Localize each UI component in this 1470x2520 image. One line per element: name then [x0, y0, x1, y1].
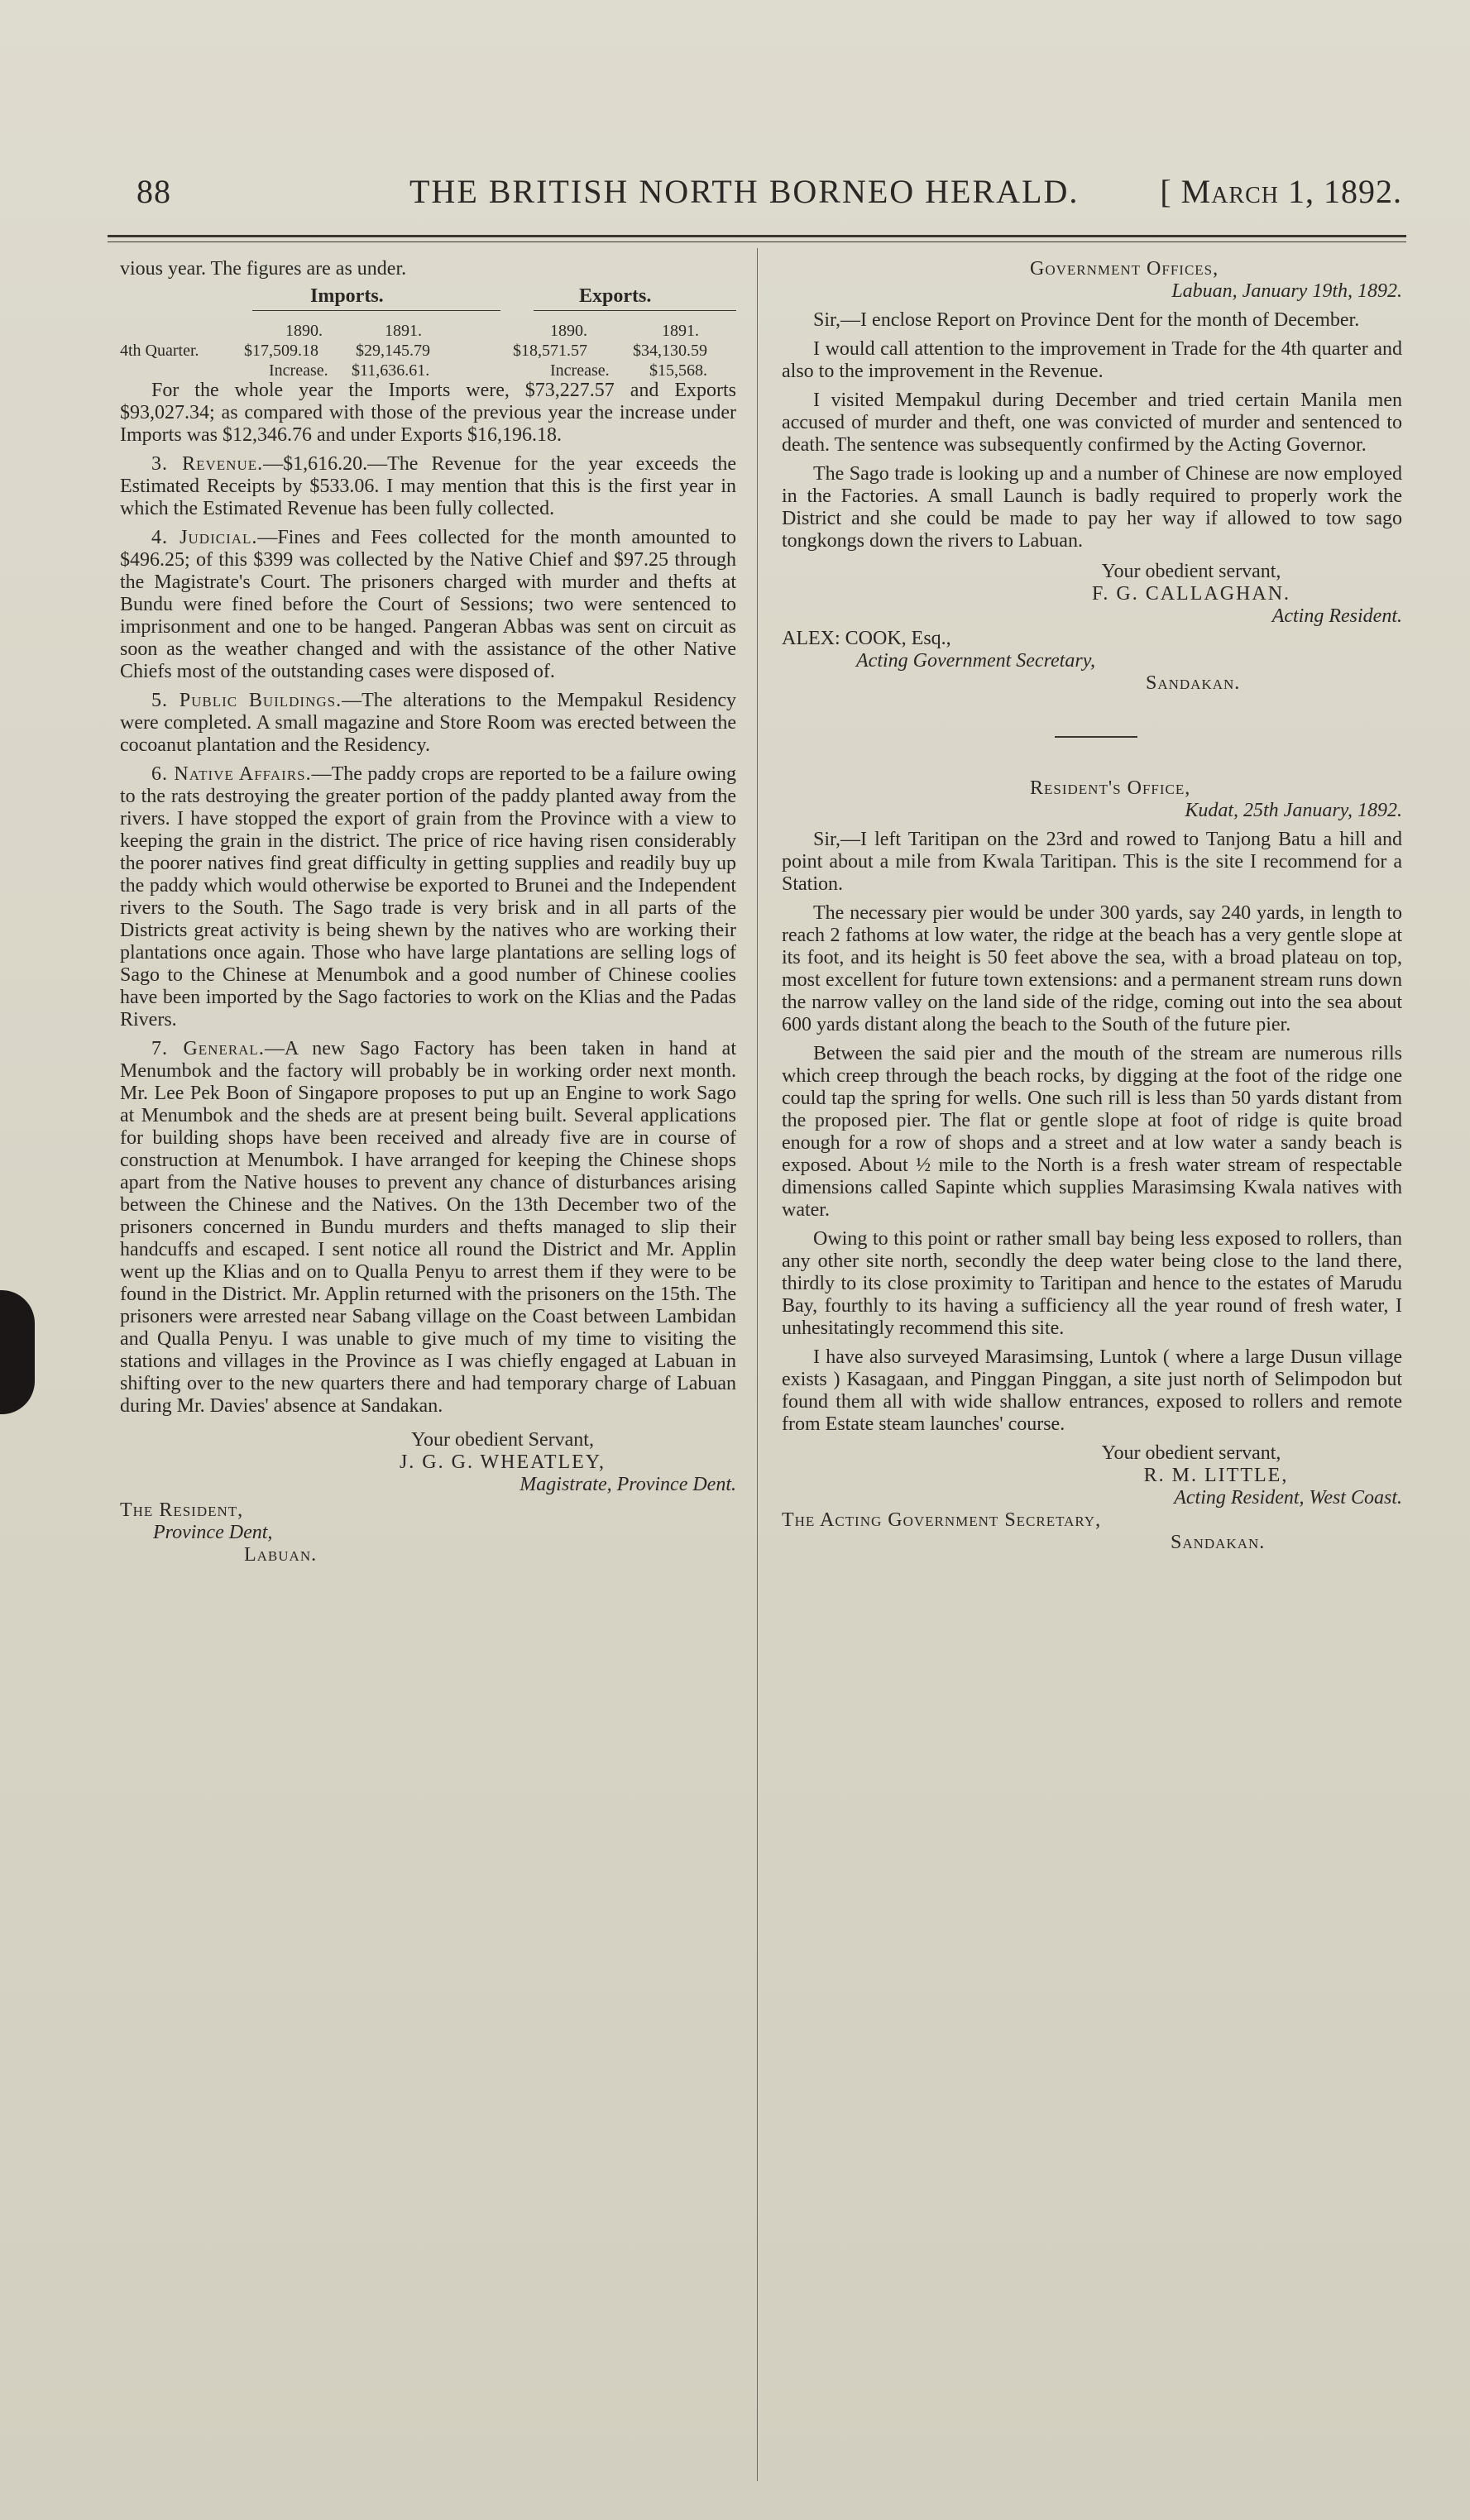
letter-office: Resident's Office,: [1030, 777, 1191, 799]
signer-name: R. M. LITTLE,: [1143, 1465, 1289, 1486]
exports-brace: [534, 310, 736, 319]
issue-date: [ March 1, 1892.: [1160, 173, 1402, 210]
letter-office: Government Offices,: [1030, 258, 1219, 280]
imports-header: Imports.: [310, 285, 384, 307]
year-cell: 1891.: [385, 322, 422, 340]
signer-title: Acting Resident.: [1271, 605, 1402, 627]
value-cell: $17,509.18: [244, 342, 318, 360]
addressee-line: Labuan.: [244, 1544, 318, 1566]
header-rule-thin: [108, 241, 1406, 242]
letter-paragraph: I have also surveyed Marasimsing, Luntok ( where a large Dusun village exists ) Kasagaan, and Pinggan Pinggan, a site just north of Selimpodon but found them all with wide shallow entrances, exposed to rollers and remote from Estate steam launches' course.: [782, 1346, 1402, 1435]
paragraph-revenue: 3. Revenue.—$1,616.20.—The Revenue for the year exceeds the Estimated Receipts by $533.06. I may mention that this is the first year in which the Estimated Revenue has been fully collected.: [120, 453, 736, 519]
letter-paragraph: Sir,—I enclose Report on Province Dent for the month of December.: [813, 309, 1360, 331]
column-divider: [757, 248, 758, 2481]
closing-salutation: Your obedient Servant,: [411, 1429, 594, 1451]
addressee-line: ALEX: COOK, Esq.,: [782, 628, 951, 649]
letter-place-date: Labuan, January 19th, 1892.: [1171, 280, 1402, 302]
signer-title: Acting Resident, West Coast.: [1174, 1487, 1402, 1509]
addressee-line: The Resident,: [120, 1499, 244, 1521]
paragraph-public-buildings: 5. Public Buildings.—The alterations to the Mempakul Residency were completed. A small magazine and Store Room was erected between the cocoanut plantation and the Residency.: [120, 690, 737, 756]
value-cell: $18,571.57: [513, 342, 587, 360]
signer-name: F. G. CALLAGHAN.: [1091, 583, 1291, 605]
page-number: 88: [136, 173, 171, 210]
year-cell: 1890.: [285, 322, 323, 340]
trade-table: [120, 285, 736, 380]
newspaper-title: THE BRITISH NORTH BORNEO HERALD.: [409, 173, 1080, 210]
letter-paragraph: Owing to this point or rather small bay being less exposed to rollers, than any other site north, secondly the deep water being close to the land there, thirdly to its close proximity to Taritipan and hence to the estates of Marudu Bay, fourthly to its having a sufficiency all the year round of fresh water, I unhesitatingly recommend this site.: [782, 1228, 1402, 1339]
value-cell: $29,145.79: [356, 342, 430, 360]
left-column: [120, 258, 736, 1566]
exports-header: Exports.: [579, 285, 652, 307]
signer-title: Magistrate, Province Dent.: [520, 1474, 736, 1495]
letter-place-date: Kudat, 25th January, 1892.: [1185, 800, 1402, 821]
addressee-line: Province Dent,: [153, 1522, 273, 1543]
increase-label: Increase.: [550, 361, 610, 380]
year-cell: 1891.: [662, 322, 699, 340]
addressee-line: The Acting Government Secretary,: [782, 1509, 1102, 1531]
imports-increase: $11,636.61.: [352, 361, 430, 380]
imports-brace: [252, 310, 500, 319]
addressee-line: Sandakan.: [1146, 672, 1241, 694]
section-ornament: [782, 720, 1402, 753]
exports-increase: $15,568.: [649, 361, 707, 380]
addressee-line: Sandakan.: [1171, 1532, 1266, 1553]
paragraph-native-affairs: 6. Native Affairs.—The paddy crops are reported to be a failure owing to the rats destroying the greater portion of the paddy planted away from the rivers. I have stopped the export of grain from the Province with a view to keeping the grain in the district. The price of rice having risen considerably the poorer natives find great difficulty in getting supplies and readily buy up the paddy which would otherwise be exported to Brunei and the Independent rivers to the South. The Sago trade is very brisk and in all parts of the Districts great activity is being shewn by the natives who are working their plantations once again. Those who have large plantations are selling logs of Sago to the Chinese at Menumbok and a good number of Chinese coolies have been imported by the Sago factories to work on the Klias and the Padas Rivers.: [120, 763, 736, 1030]
year-cell: 1890.: [550, 322, 587, 340]
value-cell: $34,130.59: [633, 342, 707, 360]
paragraph-year: For the whole year the Imports were, $73,227.57 and Exports $93,027.34; as compared with those of the previous year the increase under Imports was $12,346.76 and under Exports $16,196.18.: [120, 380, 736, 446]
intro-line: vious year. The figures are as under.: [120, 258, 407, 280]
paragraph-general: 7. General.—A new Sago Factory has been taken in hand at Menumbok and the factory will probably be in working order next month. Mr. Lee Pek Boon of Singapore proposes to put up an Engine to work Sago at Menumbok and the sheds are at present being built. Several applications for building shops have been received and already five are in course of construction at Menumbok. I have arranged for keeping the Chinese shops apart from the Native houses to prevent any chance of disturbances arising between the Chinese and the Natives. On the 13th December two of the prisoners concerned in Bundu murders and thefts managed to slip their handcuffs and escaped. I sent notice all round the District and Mr. Applin went up the Klias and on to Qualla Penyu to arrest them if they were to be found in the District. Mr. Applin returned with the prisoners on the 15th. The prisoners were arrested near Sabang village on the Coast between Lambidan and Qualla Penyu. I was unable to give much of my time to visiting the stations and villages in the Province as I was chiefly engaged at Labuan in shifting over to the new quarters there and had temporary charge of Labuan during Mr. Davies' absence at Sandakan.: [120, 1038, 736, 1417]
paragraph-judicial: 4. Judicial.—Fines and Fees collected for the month amounted to $496.25; of this $399 was collected by the Native Chief and $97.25 through the Magistrate's Court. The prisoners charged with murder and thefts at Bundu were fined before the Court of Sessions; two were sentenced to imprisonment and one to be hanged. Pangeran Abbas was sent on circuit as soon as the weather changed and with the assistance of the other Native Chiefs most of the outstanding cases were disposed of.: [120, 527, 736, 682]
letter-paragraph: I visited Mempakul during December and tried certain Manila men accused of murder and theft, one was convicted of murder and sentenced to death. The sentence was subsequently confirmed by the Acting Governor.: [782, 390, 1402, 456]
signer-name: J. G. G. WHEATLEY,: [399, 1451, 606, 1473]
letter-paragraph: The necessary pier would be under 300 yards, say 240 yards, in length to reach 2 fathoms at low water, the ridge at the beach has a very gentle slope at its foot, and its height is 50 feet above the sea, with a broad plateau on top, most excellent for future town extensions: and a permanent stream runs down the narrow valley on the land side of the ridge, coming out into the sea about 600 yards distant along the beach to the South of the future pier.: [782, 902, 1402, 1035]
section-heading: 7. General.: [151, 1038, 265, 1059]
section-heading: 6. Native Affairs.: [151, 763, 312, 785]
letter-paragraph: Sir,—I left Taritipan on the 23rd and rowed to Tanjong Batu a hill and point about a mile from Kwala Taritipan. This is the site I recommend for a Station.: [782, 829, 1402, 895]
page-header: [136, 172, 1402, 222]
letter-paragraph: The Sago trade is looking up and a number of Chinese are now employed in the Factories. A small Launch is badly required to properly work the District and she could be made to pay her way if allowed to tow sago tongkongs down the rivers to Labuan.: [782, 463, 1402, 552]
increase-label: Increase.: [269, 361, 328, 380]
section-heading: 5. Public Buildings.: [151, 690, 342, 711]
addressee-line: Acting Government Secretary,: [856, 650, 1096, 672]
letter-paragraph: Between the said pier and the mouth of the stream are numerous rills which creep through the beach rocks, by digging at the foot of the ridge one could tap the spring for wells. One such rill is less than 50 yards distant from the proposed pier. The flat or gentle slope at foot of ridge is quite broad enough for a row of shops and a street and at low water a sandy beach is exposed. About ½ mile to the North is a fresh water stream of respectable dimensions called Sapinte which supplies Marasimsing Kwala natives with water.: [782, 1043, 1402, 1221]
header-rule: [108, 235, 1406, 237]
row-label: 4th Quarter.: [120, 342, 199, 360]
letter-paragraph: I would call attention to the improvement in Trade for the 4th quarter and also to the improvement in the Revenue.: [782, 338, 1402, 382]
section-heading: 4. Judicial.: [151, 527, 258, 548]
closing-salutation: Your obedient servant,: [1101, 1442, 1281, 1464]
section-heading: 3. Revenue.: [151, 453, 264, 475]
ink-blot: [0, 1290, 35, 1414]
right-column: [782, 258, 1402, 1554]
closing-salutation: Your obedient servant,: [1101, 561, 1281, 582]
